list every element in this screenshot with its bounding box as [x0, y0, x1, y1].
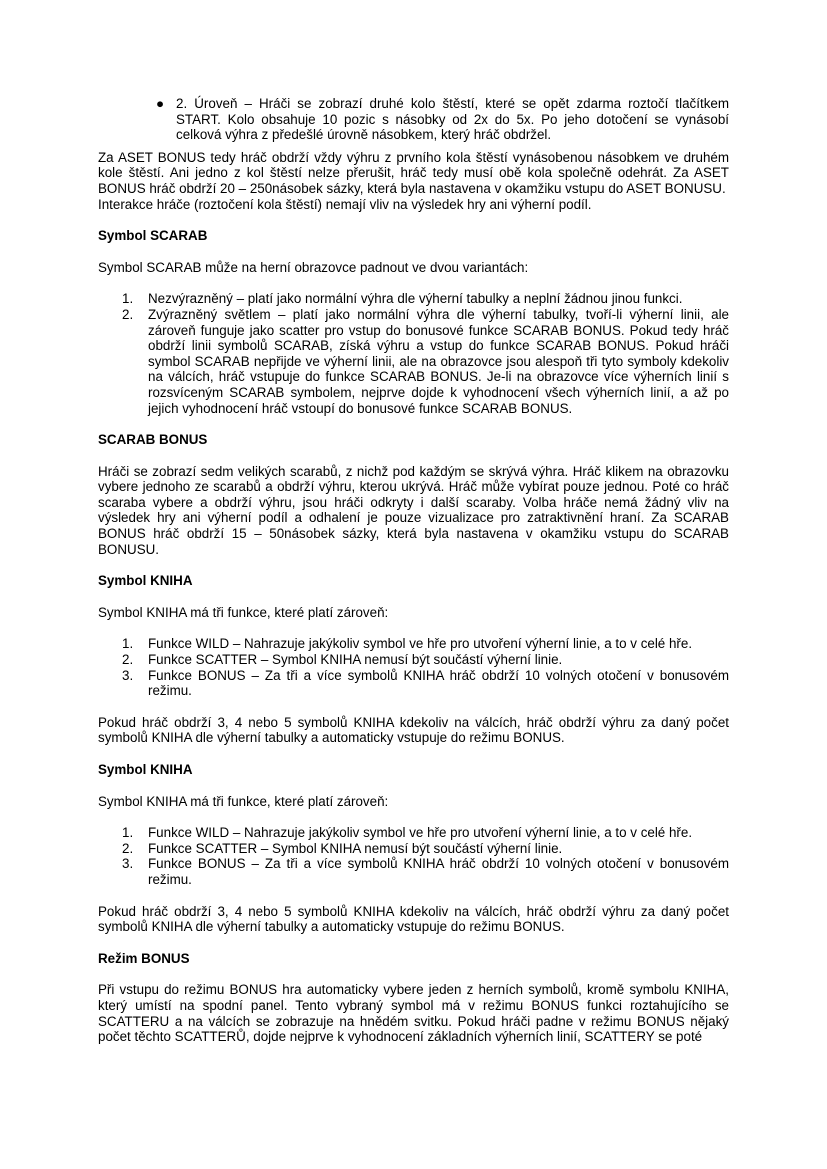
list-item	[98, 307, 729, 416]
kniha-outro: Pokud hráč obdrží 3, 4 nebo 5 symbolů KNIHA kdekoliv na válcích, hráč obdrží výhru za daný počet symbolů KNIHA dle výherní tabulky a automaticky vstupuje do režimu BONUS.	[98, 714, 729, 746]
scarab-bonus-paragraph: Hráči se zobrazí sedm velikých scarabů, z nichž pod každým se skrývá výhra. Hráč klikem na obrazovku vybere jednoho ze scarabů a obdrží výhru, kterou ukrývá. Hráč může vybírat pouze jednou. Poté co hráč scaraba vybere a obdrží výhru, jsou hráči odkryty i další scaraby. Volba hráče nemá žádný vliv na výsledek hry ani výherní podíl a odhalení je pouze vizualizace pro zatraktivnění hraní. Za SCARAB BONUS hráč obdrží 15 – 50násobek sázky, která byla nastavena v okamžiku vstupu do SCARAB BONUSU.	[98, 463, 729, 557]
list-item	[98, 291, 729, 307]
list-item	[98, 652, 729, 668]
list-item-text: Funkce WILD – Nahrazuje jakýkoliv symbol ve hře pro utvoření výherní linie, a to v celé hře.	[148, 825, 693, 841]
list-item	[98, 668, 729, 699]
list-item-text: Nezvýrazněný – platí jako normální výhra dle výherní tabulky a neplní žádnou jinou funkci.	[148, 291, 683, 307]
list-item	[98, 825, 729, 841]
document-page	[98, 96, 729, 1045]
section-heading-kniha: Symbol KNIHA	[98, 762, 193, 777]
section-heading-bonus-mode: Režim BONUS	[98, 950, 190, 966]
list-item-text: 2. Úroveň – Hráči se zobrazí druhé kolo štěstí, které se opět zdarma roztočí tlačítkem START. Kolo obsahuje 10 pozic s násobky od 2x do 5x. Po jeho dotočení se vynásobí celková výhra z předešlé úrovně násobkem, který hráč obdržel.	[176, 96, 729, 143]
scarab-intro: Symbol SCARAB může na herní obrazovce padnout ve dvou variantách:	[98, 259, 529, 275]
interaction-paragraph: Interakce hráče (roztočení kola štěstí) nemají vliv na výsledek hry ani výherní podíl.	[98, 196, 592, 212]
list-item-text: Funkce SCATTER – Symbol KNIHA nemusí být součástí výherní linie.	[148, 652, 563, 668]
list-number: 1.	[122, 291, 134, 307]
section-heading-scarab-bonus: SCARAB BONUS	[98, 432, 208, 448]
list-number: 2.	[122, 840, 134, 856]
scarab-list	[98, 291, 729, 416]
list-item-text: Zvýrazněný světlem – platí jako normální výhra dle výherní tabulky, tvoří-li výherní linii, ale zároveň funguje jako scatter pro vstup do bonusové funkce SCARAB BONUS. Pokud tedy hráč obdrží linii symbolů SCARAB, získá výhru a vstup do funkce SCARAB BONUS. Pokud hráči symbol SCARAB nepřijde ve výherní linii, ale na obrazovce jsou alespoň tři tyto symboly kdekoliv na válcích, hráč vstupuje do funkce SCARAB BONUS. Je-li na obrazovce více výherních linií s rozsvíceným SCARAB symbolem, nejprve dojde k vyhodnocení všech výherních linií, a až po jejich vyhodnocení hráč vstoupí do bonusové funkce SCARAB BONUS.	[148, 306, 729, 416]
list-item	[98, 636, 729, 652]
kniha-function-list	[98, 825, 729, 887]
kniha-intro: Symbol KNIHA má tři funkce, které platí zároveň:	[98, 793, 389, 809]
list-number: 3.	[122, 667, 134, 683]
list-item	[98, 856, 729, 887]
list-item-text: Funkce SCATTER – Symbol KNIHA nemusí být součástí výherní linie.	[148, 840, 563, 856]
intro-bullet-list	[98, 96, 729, 143]
kniha-function-list	[98, 636, 729, 698]
list-number: 1.	[122, 636, 134, 652]
list-item-text: Funkce BONUS – Za tři a více symbolů KNIHA hráč obdrží 10 volných otočení v bonusovém režimu.	[148, 667, 729, 699]
list-number: 2.	[122, 652, 134, 668]
section-heading-kniha: Symbol KNIHA	[98, 573, 193, 589]
kniha-outro: Pokud hráč obdrží 3, 4 nebo 5 symbolů KNIHA kdekoliv na válcích, hráč obdrží výhru za daný počet symbolů KNIHA dle výherní tabulky a automaticky vstupuje do režimu BONUS.	[98, 903, 729, 935]
list-item	[98, 96, 729, 143]
section-heading-scarab: Symbol SCARAB	[98, 228, 208, 244]
bonus-mode-paragraph: Při vstupu do režimu BONUS hra automaticky vybere jeden z herních symbolů, kromě symbolu KNIHA, který umístí na spodní panel. Tento vybraný symbol má v režimu BONUS funkci roztahujícího se SCATTERU a na válcích se zobrazuje na hnědém svitku. Pokud hráči padne v režimu BONUS nějaký počet těchto SCATTERŮ, dojde nejprve k vyhodnocení základních výherních linií, SCATTERY se poté	[98, 982, 729, 1045]
list-item-text: Funkce WILD – Nahrazuje jakýkoliv symbol ve hře pro utvoření výherní linie, a to v celé hře.	[148, 636, 693, 652]
list-number: 1.	[122, 825, 134, 841]
bullet-icon: ●	[156, 96, 165, 111]
list-item-text: Funkce BONUS – Za tři a více symbolů KNIHA hráč obdrží 10 volných otočení v bonusovém režimu.	[148, 856, 729, 887]
kniha-intro: Symbol KNIHA má tři funkce, které platí zároveň:	[98, 604, 389, 620]
aset-paragraph: Za ASET BONUS tedy hráč obdrží vždy výhru z prvního kola štěstí vynásobenou násobkem ve druhém kole štěstí. Ani jedno z kol štěstí nelze přerušit, hráč tedy musí obě kola společně odehrát. Za ASET BONUS hráč obdrží 20 – 250násobek sázky, která byla nastavena v okamžiku vstupu do ASET BONUSU.	[98, 149, 729, 196]
list-item	[98, 841, 729, 857]
list-number: 3.	[122, 856, 134, 872]
list-number: 2.	[122, 306, 134, 322]
